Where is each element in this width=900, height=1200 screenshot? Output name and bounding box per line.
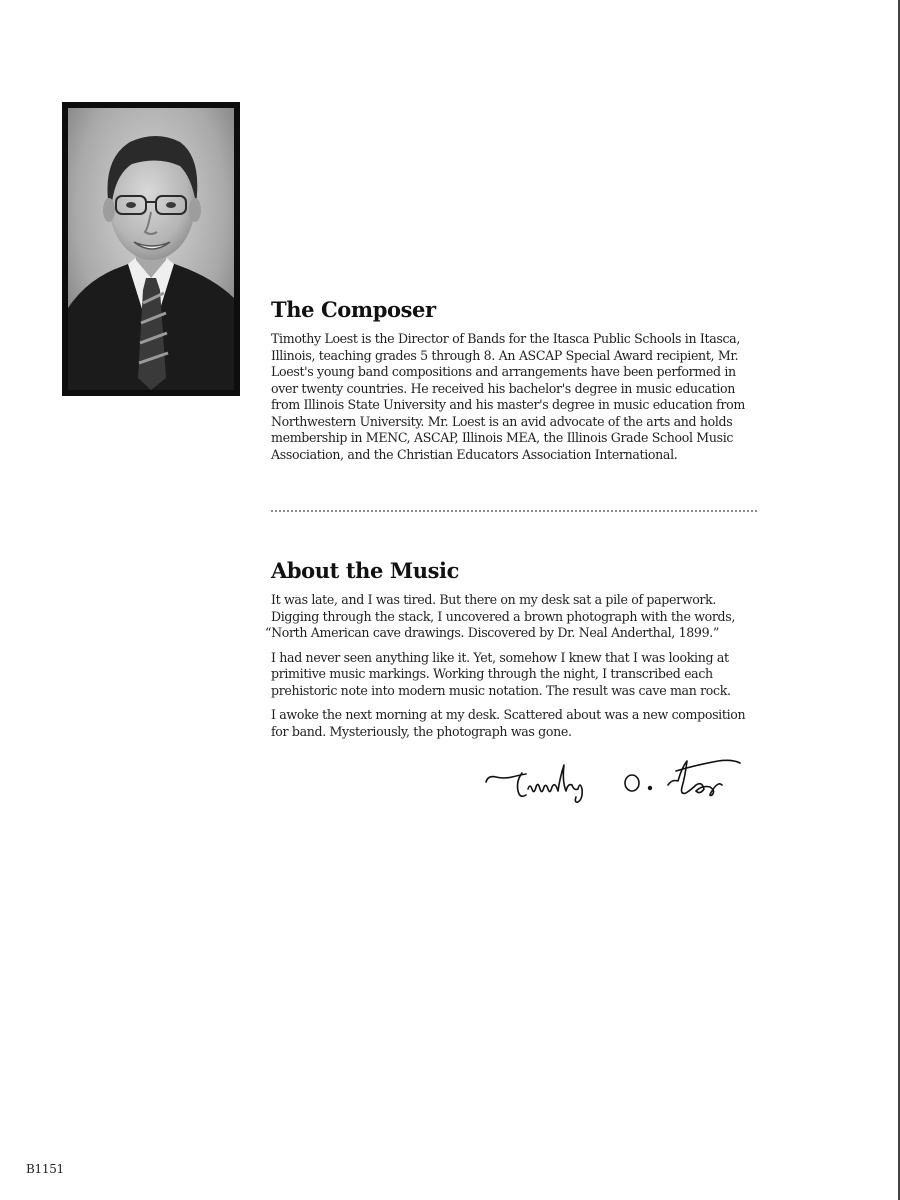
section-divider [271, 510, 757, 512]
about-paragraph-1-text: It was late, and I was tired. But there on my desk sat a pile of paperwork. Digging through the stack, I uncovered a brown photograph with the words, [271, 592, 736, 624]
about-paragraph-2: I had never seen anything like it. Yet, somehow I knew that I was looking at primitive music markings. Working through the night, I transcribed each prehistoric note into modern music notation. The result was cave man rock. [271, 649, 731, 698]
about-section [265, 558, 757, 748]
composer-photo [62, 102, 240, 396]
composer-signature [482, 755, 747, 805]
composer-section [271, 297, 757, 463]
about-paragraph-3: I awoke the next morning at my desk. Scattered about was a new composition for band. Mysteriously, the photograph was gone. [271, 707, 746, 739]
composer-bio: Timothy Loest is the Director of Bands for the Itasca Public Schools in Itasca, Illinois, teaching grades 5 through 8. An ASCAP Special Award recipient, Mr. Loest's young band compositions and arrangements have been performed in over twenty countries. He received his bachelor's degree in music education from Illinois State University and his master's degree in music education from Northwestern University. Mr. Loest is an avid advocate of the arts and holds membership in MENC, ASCAP, Illinois MEA, the Illinois Grade School Music Association, and the Christian Educators Association International. [271, 331, 745, 462]
about-paragraph-1-quote: “North American cave drawings. Discovered by Dr. Neal Anderthal, 1899.” [265, 625, 719, 640]
portrait-image [68, 108, 234, 390]
catalog-code: B1151 [26, 1162, 64, 1176]
about-paragraph-1 [265, 592, 757, 642]
composer-heading: The Composer [271, 297, 436, 322]
about-heading: About the Music [271, 558, 460, 583]
